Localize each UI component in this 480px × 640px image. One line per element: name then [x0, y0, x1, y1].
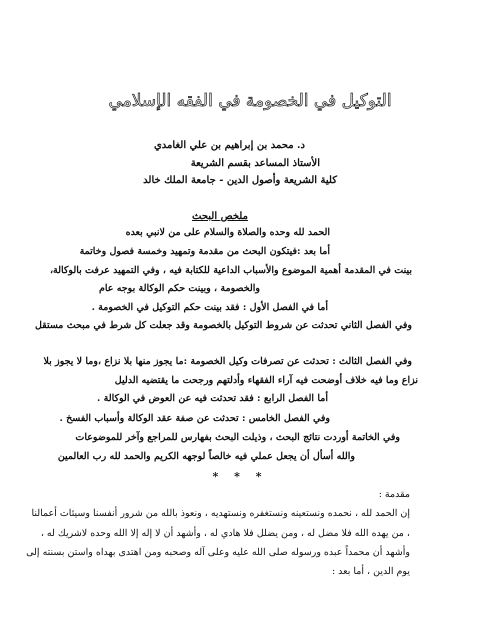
abstract-line-1: الحمد لله وحده والصلاة والسلام على من لانبي بعده — [125, 227, 330, 238]
author-college: كلية الشريعة وأصول الدين - جامعة الملك خالد — [143, 175, 337, 186]
introduction-heading: مقدمة : — [378, 489, 410, 500]
author-name: د. محمد بن إبراهيم بن علي الغامدي — [153, 140, 305, 151]
abstract-line-3: بينت في المقدمة أهمية الموضوع والأسباب الداعية للكتابة فيه ، وفي التمهيد عرفت بالوكالة، — [49, 265, 412, 276]
abstract-line-5: أما في الفصل الأول : فقد بينت حكم التوكيل في الخصومة . — [91, 302, 328, 313]
abstract-line-2: أما بعد :فيتكون البحث من مقدمة وتمهيد وخمسة فصول وخاتمة — [79, 246, 330, 257]
introduction-line-3: وأشهد أن محمداً عبده ورسوله صلى الله عليه وعلى آله وصحبه ومن اهتدى بهداه واستن بسنته إلى — [26, 547, 410, 558]
introduction-line-4: يوم الدين ، أما بعد : — [331, 566, 410, 577]
introduction-line-2: ، من يهده الله فلا مضل له ، ومن يضلل فلا هادي له ، وأشهد أن لا إله إلا الله وحده لاشريك له ، — [40, 528, 410, 539]
introduction-line-1: إن الحمد لله ، نحمده ونستعينه ونستغفره ونستهديه ، ونعوذ بالله من شرور أنفسنا وسيئات أعمالنا — [31, 508, 410, 519]
abstract-line-6: وفي الفصل الثاني تحدثت عن شروط التوكيل بالخصومة وقد جعلت كل شرط في مبحث مستقل — [34, 320, 412, 331]
abstract-line-10: وفي الفصل الخامس : تحدثت عن صفة عقد الوكالة وأسباب الفسخ . — [59, 413, 330, 424]
abstract-line-4: والخصومة ، وبينت حكم الوكالة بوجه عام — [98, 283, 260, 294]
abstract-heading: ملخص البحث — [192, 211, 248, 222]
paper-title: التوكيل في الخصومة في الفقه الإسلامي — [108, 91, 392, 111]
abstract-line-12: والله أسأل أن يجعل عملي فيه خالصاً لوجهه الكريم والحمد لله رب العالمين — [57, 451, 355, 462]
abstract-line-7: وفي الفصل الثالث : تحدثت عن تصرفات وكيل الخصومة :ما يجوز منها بلا نزاع ،وما لا يجوز بلا — [43, 356, 412, 367]
abstract-line-8: نزاع وما فيه خلاف أوضحت فيه آراء الفقهاء وأدلتهم ورجحت ما يقتضيه الدليل — [114, 375, 418, 386]
author-position: الأستاذ المساعد بقسم الشريعة — [190, 158, 320, 169]
abstract-line-9: أما الفصل الرابع : فقد تحدثت فيه عن العوض في الوكالة . — [97, 393, 328, 404]
section-separator: * * * — [212, 470, 268, 483]
abstract-line-11: وفي الخاتمة أوردت نتائج البحث ، وذيلت البحث بفهارس للمراجع وآخر للموضوعات — [75, 432, 400, 443]
